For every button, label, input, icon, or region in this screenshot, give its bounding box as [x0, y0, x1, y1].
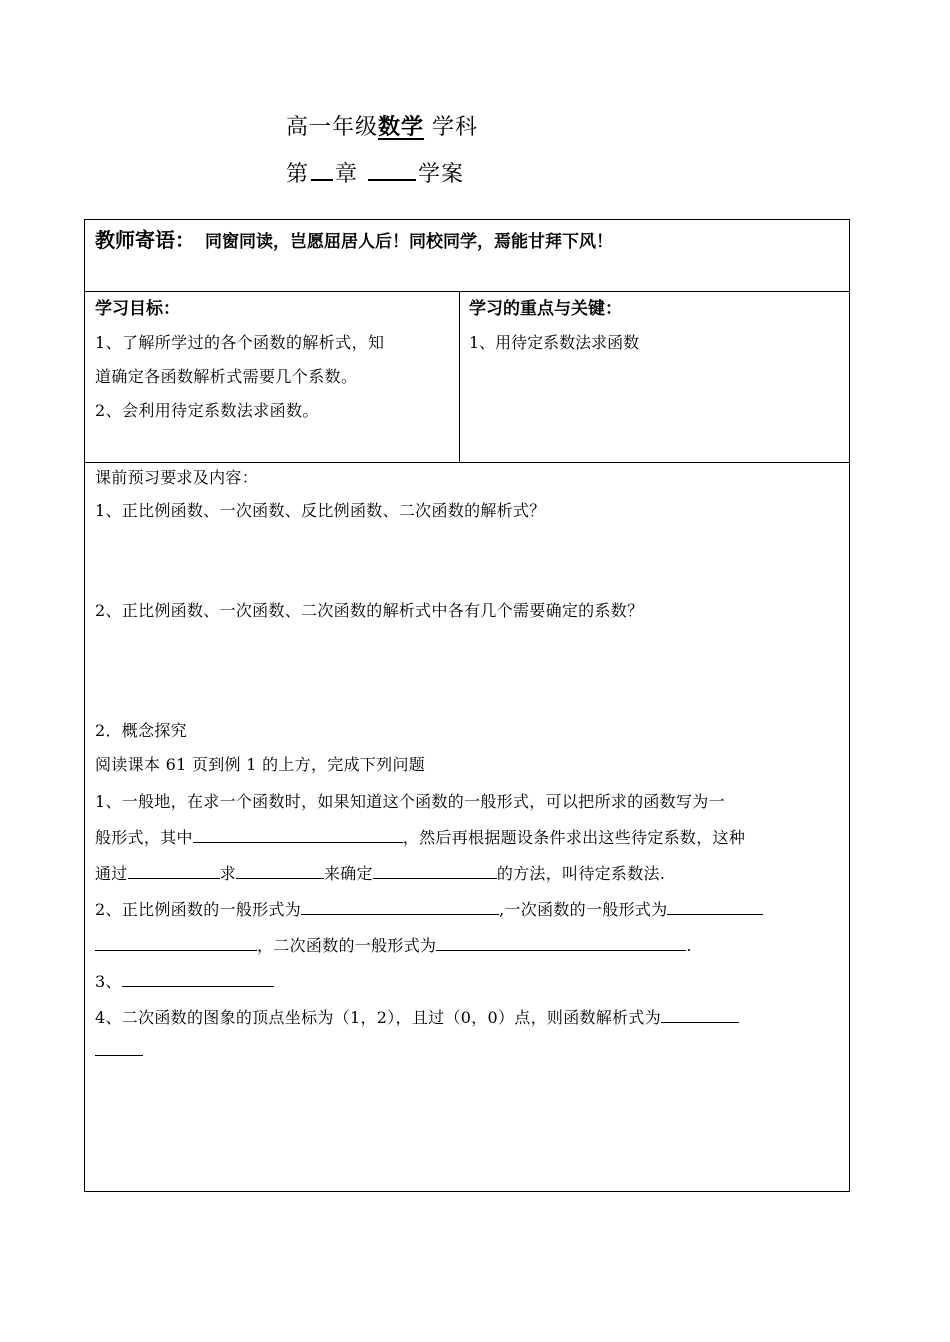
text-segment: 般形式，其中 [95, 828, 193, 847]
answer-blank[interactable] [436, 936, 686, 951]
subject-label: 数学 [378, 114, 425, 140]
goal-line: 2、会利用待定系数法求函数。 [95, 401, 319, 420]
chapter-title-blank[interactable] [368, 159, 416, 181]
learning-goals-heading: 学习目标： [95, 299, 180, 319]
text-segment: 通过 [95, 864, 128, 883]
plan-label: 学案 [418, 162, 465, 187]
answer-blank[interactable] [122, 972, 274, 987]
chapter-line [286, 157, 464, 188]
answer-blank[interactable] [95, 1041, 143, 1056]
reading-instruction: 阅读课本 61 页到例 1 的上方，完成下列问题 [95, 755, 426, 774]
goal-line: 道确定各函数解析式需要几个系数。 [95, 367, 358, 386]
text-segment: 的方法，叫待定系数法. [496, 864, 666, 883]
preview-heading: 课前预习要求及内容： [95, 468, 259, 487]
concept-q2-line1 [95, 897, 763, 920]
goals-row [85, 292, 849, 463]
text-segment: ，二次函数的一般形式为 [257, 936, 437, 955]
answer-blank[interactable] [661, 1008, 739, 1023]
learning-goals-list [95, 326, 451, 428]
teacher-message [95, 224, 613, 253]
answer-blank[interactable] [193, 828, 403, 843]
concept-heading: 2．概念探究 [95, 721, 187, 740]
worksheet-table [84, 219, 850, 1192]
text-segment: 4、二次函数的图象的顶点坐标为（1，2），且过（0，0）点，则函数解析式为 [95, 1008, 661, 1027]
text-segment: ,一次函数的一般形式为 [499, 900, 668, 919]
answer-blank[interactable] [128, 864, 220, 879]
text-segment: 求 [219, 864, 236, 883]
teacher-message-quote: 同窗同读，岂愿屈居人后！同校同学，焉能甘拜下风！ [205, 232, 613, 252]
column-divider [459, 292, 460, 462]
text-segment: 2、正比例函数的一般形式为 [95, 900, 302, 919]
goal-line: 1、了解所学过的各个函数的解析式，知 [95, 333, 385, 352]
answer-blank[interactable] [236, 864, 324, 879]
answer-blank[interactable] [95, 936, 257, 951]
grade-label: 高一年级 [286, 115, 379, 140]
page-title [286, 110, 478, 141]
concept-q4-line2 [95, 1041, 143, 1060]
answer-blank[interactable] [667, 900, 763, 915]
concept-q1-line2 [95, 825, 745, 848]
subject-suffix: 学科 [432, 115, 479, 140]
concept-q1-line3 [95, 861, 665, 884]
preview-question-1: 1、正比例函数、一次函数、反比例函数、二次函数的解析式？ [95, 501, 546, 520]
answer-blank[interactable] [373, 864, 497, 879]
text-segment: 3、 [95, 972, 122, 991]
concept-q3 [95, 969, 274, 992]
key-points-heading: 学习的重点与关键： [469, 299, 622, 319]
chapter-label: 章 [335, 162, 359, 187]
preview-question-2: 2、正比例函数、一次函数、二次函数的解析式中各有几个需要确定的系数？ [95, 601, 644, 620]
teacher-message-label: 教师寄语： [95, 228, 195, 252]
answer-blank[interactable] [301, 900, 499, 915]
text-segment: . [686, 936, 692, 955]
concept-q1-line1: 1、一般地，在求一个函数时，如果知道这个函数的一般形式，可以把所求的函数写为一 [95, 792, 725, 811]
chapter-prefix: 第 [286, 162, 310, 187]
concept-q4-line1 [95, 1005, 739, 1028]
concept-q2-line2 [95, 933, 692, 956]
text-segment: ，然后再根据题设条件求出这些待定系数，这种 [402, 828, 746, 847]
text-segment: 来确定 [323, 864, 373, 883]
teacher-message-row [85, 220, 849, 292]
chapter-number-blank[interactable] [311, 159, 333, 181]
key-points-list [469, 326, 639, 360]
key-point-line: 1、用待定系数法求函数 [469, 333, 640, 352]
